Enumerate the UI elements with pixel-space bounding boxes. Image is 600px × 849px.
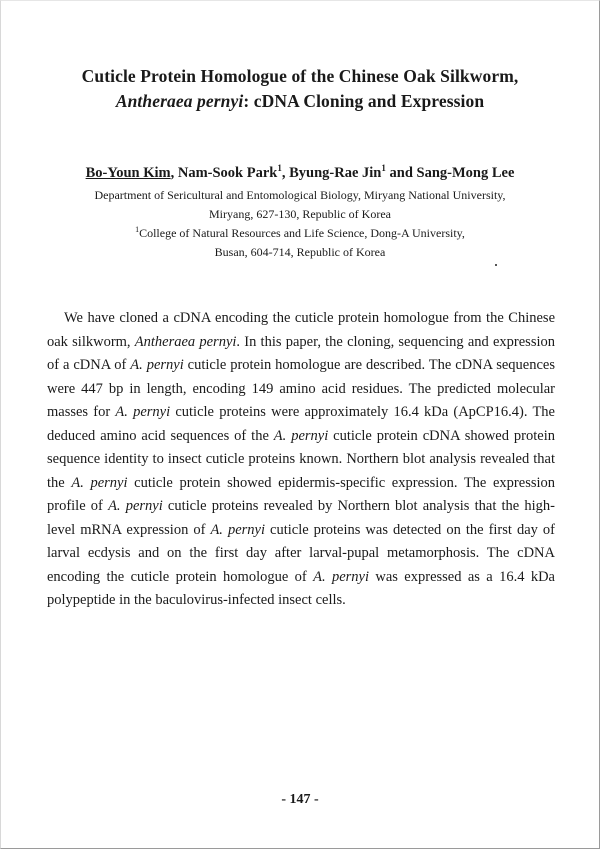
affiliation-2-line-1 <box>0 224 600 243</box>
page-number: - 147 - <box>281 792 319 807</box>
affiliation-mark: 1 <box>277 163 282 173</box>
author-separator: and <box>385 165 417 181</box>
affiliation-2-line-2: Busan, 604-714, Republic of Korea <box>214 245 386 259</box>
title-subtitle: : cDNA Cloning and Expression <box>243 91 485 111</box>
scan-speck <box>495 264 497 266</box>
affiliation-mark: 1 <box>381 163 386 173</box>
affiliation-1-line-1: Department of Sericultural and Entomological Biology, Miryang National University, <box>94 188 506 202</box>
species-name: Antheraea pernyi <box>115 91 244 111</box>
author-separator: , <box>281 165 290 181</box>
author-nam-sook-park: Nam-Sook Park <box>177 165 278 181</box>
paper-title <box>0 64 600 114</box>
title-line-2 <box>0 89 600 114</box>
abstract-paragraph: We have cloned a cDNA encoding the cuticle protein homologue from the Chinese oak silkworm, Antheraea pernyi. In this paper, the cloning, sequencing and expression of a cDNA of A. pernyi cuticle protein homologue are described. The cDNA sequences were 447 bp in length, encoding 149 amino acid residues. The predicted molecular masses for A. pernyi cuticle proteins were approximately 16.4 kDa (ApCP16.4). The deduced amino acid sequences of the A. pernyi cuticle protein cDNA showed protein sequence identity to insect cuticle proteins known. Northern blot analysis revealed that the A. pernyi cuticle protein showed epidermis-specific expression. The expression profile of A. pernyi cuticle proteins revealed by Northern blot analysis that the high-level mRNA expression of A. pernyi cuticle proteins was detected on the first day of larval ecdysis and on the first day after larval-pupal metamorphosis. The cDNA encoding the cuticle protein homologue of A. pernyi was expressed as a 16.4 kDa polypeptide in the baculovirus-infected insect cells. <box>47 310 556 608</box>
affiliation-2-text: College of Natural Resources and Life Science, Dong-A University, <box>139 226 465 240</box>
author-byung-rae-jin: Byung-Rae Jin <box>289 165 382 181</box>
affiliation-1-line-2: Miryang, 627-130, Republic of Korea <box>209 207 391 221</box>
author-sang-mong-lee: Sang-Mong Lee <box>416 165 515 181</box>
author-list <box>0 163 600 183</box>
author-bo-youn-kim: Bo-Youn Kim <box>85 165 171 181</box>
affiliation-mark: 1 <box>135 225 140 234</box>
author-separator: , <box>170 165 178 181</box>
title-line-1: Cuticle Protein Homologue of the Chinese Oak Silkworm, <box>81 66 519 86</box>
